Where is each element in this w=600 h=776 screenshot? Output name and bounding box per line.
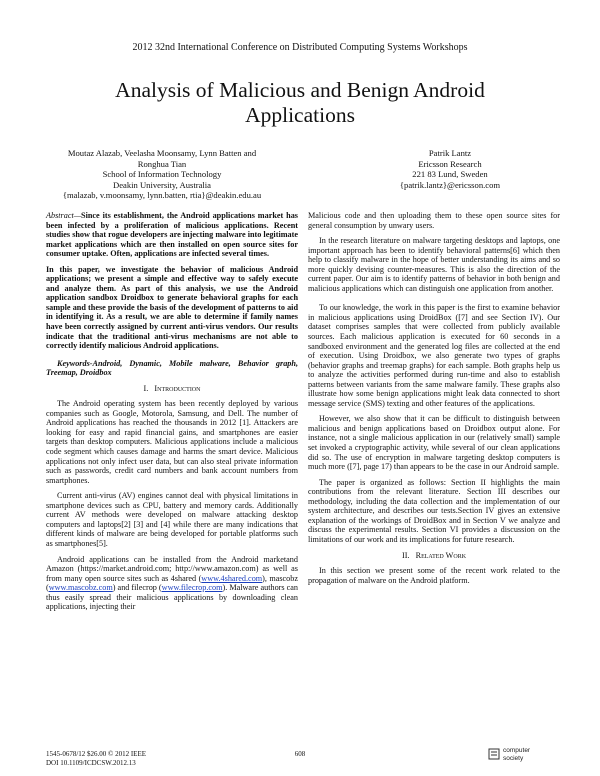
author-emails: {malazab, v.moonsamy, lynn.batten, rtia}@deakin.edu.au — [62, 190, 262, 201]
right-paragraph-1: Malicious code and then uploading them to these open source sites for general consumption by unwary users. — [308, 211, 560, 230]
right-column — [308, 211, 560, 591]
intro-paragraph-1: The Android operating system has been recently deployed by various companies such as Google, Motorola, Samsung, and Dell. The number of Android applications has reached the thousands in 2012 [1]. Attackers are looking for easy and rapid financial gains, and smartphones are easier targets than desktop computers. Malicious applications include a malicious code segment which causes damage and harms the smart device. Malicious applications not only infect user data, but can also steal private information such as passwords, credit card numbers and bank account numbers from smartphones. — [46, 399, 298, 485]
right-paragraph-4: However, we also show that it can be difficult to distinguish between malicious and benign applications based on Droidbox output alone. For instance, not a single malicious application in our (relatively small) sample set invoked a cryptographic activity, while several of our clean applications did so. The use of encryption in malware targeting desktop computers is much more ([7], page 17) than appears to be the case in our Android sample. — [308, 414, 560, 472]
author-block-left — [32, 148, 292, 201]
logo-text-society: society — [503, 755, 524, 762]
link-mascobz[interactable]: www.mascobz.com — [48, 583, 113, 593]
title-line-2: Applications — [245, 103, 355, 127]
abstract-label: Abstract— — [46, 211, 82, 220]
section-heading-1 — [46, 384, 298, 394]
intro-paragraph-2: Current anti-virus (AV) engines cannot deal with physical limitations in smartphone devices such as CPU, battery and memory cards. Additionally current AV methods were developed on malware attacking desktop computers and laptops[2] [3] and [4] while there are many indications that different kinds of malware are being developed for portable platforms such as smartphones[5]. — [46, 491, 298, 548]
author-school: School of Information Technology — [102, 169, 222, 180]
abstract-text: Since its establishment, the Android applications market has been infected by a proliferation of malicious applications. Recent studies show that rogue developers are injecting malware into legitimate market applications which are then installed on open source sites for consumer uptake. Often, applications are infected several times. — [46, 211, 298, 259]
right-paragraph-5: The paper is organized as follows: Section II highlights the main contributions from the relevant literature. Section III describes our methodology, including the data collection and the implementation of our system architecture, and describes our tests.Section IV gives an extensive explanation of the workings of DroidBox and in Section V we analyze and discuss the experimental results. Section VI provides a discussion on the limitations of our work and its implications for future research. — [308, 477, 560, 544]
footer-doi: DOI 10.1109/ICDCSW.2012.13 — [46, 758, 136, 767]
section-1-number: I. — [143, 383, 149, 393]
abstract — [46, 211, 298, 259]
author-block-right — [330, 148, 570, 190]
computer-society-logo — [488, 746, 538, 766]
author-names-cont: Ronghua Tian — [137, 158, 187, 169]
author-university: Deakin University, Australia — [112, 179, 211, 190]
section-1-title: Introduction — [154, 383, 201, 393]
left-column — [46, 211, 298, 618]
link-filecrop[interactable]: www.filecrop.com — [161, 583, 223, 593]
title-line-1: Analysis of Malicious and Benign Android — [115, 78, 485, 102]
abstract-continued — [46, 265, 298, 351]
author-org-right: Ericsson Research — [418, 158, 482, 169]
intro-p3-part-b: ), mascobz ( — [46, 573, 298, 593]
intro-paragraph-3 — [46, 555, 298, 612]
author-names: Moutaz Alazab, Veelasha Moonsamy, Lynn Batten and — [67, 148, 257, 158]
intro-p3-part-a: Android applications can be installed from the Android marketand Amazon (https://market.android.com; http://www.amazon.com) as well as from many open source sites such as 4shared ( — [46, 554, 298, 583]
author-email-right: {patrik.lantz}@ericsson.com — [399, 179, 501, 190]
related-work-paragraph-1: In this section we present some of the recent work related to the propagation of malware on the Android platform. — [308, 566, 560, 585]
section-heading-2 — [308, 551, 560, 561]
author-name-right: Patrik Lantz — [428, 148, 472, 158]
link-4shared[interactable]: www.4shared.com — [201, 573, 263, 583]
logo-text-computer: computer — [503, 747, 531, 754]
intro-p3-part-c: ) and filecrop ( — [112, 583, 162, 593]
footer-issn: 1545-0678/12 $26.00 © 2012 IEEE — [46, 750, 147, 758]
right-paragraph-3: To our knowledge, the work in this paper is the first to examine behavior in malicious applications using DroidBox ([7] and see Section IV). Our dataset comprises samples that were collected from publicly available sources. Each malicious application is executed for 60 seconds in a sandboxed environment and the generated log files are collected at the end of execution. Using Droidbox, we also generate two types of graphs (behavior graphs and treemap graphs) for each sample. Both graphs help us to analyze the activities performed during run-time and also to establish patterns between variants from the same malware family. These graphs also illustrate how some benign applications might leak data connected to short message service (SMS) texting and other features of the applications. — [308, 303, 560, 408]
conference-header: 2012 32nd International Conference on Distributed Computing Systems Workshops — [132, 42, 468, 53]
author-address-right: 221 83 Lund, Sweden — [412, 169, 488, 180]
right-paragraph-2: In the research literature on malware targeting desktops and laptops, one important approach has been to identify behavioral patterns[6] which then help to classify malware in the hope of better understanding its aims and so more quickly devising counter-measures. This is also the direction of the current paper. Our aim is to identify patterns of behavior in both benign and malicious applications which can distinguish one application from another. — [308, 236, 560, 293]
computer-society-logo-icon — [488, 748, 500, 760]
intro-p3-part-d: ). Malware authors can thus easily spread their malicious applications by downloading clean applications, injecting their — [46, 583, 298, 612]
page-number: 608 — [294, 750, 306, 758]
keywords: Keywords-Android, Dynamic, Mobile malware, Behavior graph, Treemap, Droidbox — [46, 358, 298, 378]
section-2-title: Related Work — [415, 550, 467, 560]
abstract-text-2: In this paper, we investigate the behavior of malicious Android applications; we present a simple and effective way to safely execute and analyze them. As part of this analysis, we use the Android application sandbox Droidbox to generate behavioral graphs for each sample and these provide the basis of the development of patterns to aid in identifying it. As a result, we are able to determine if family names have been correctly assigned by current anti-virus vendors. Our results indicate that the traditional anti-virus mechanisms are not able to correctly identify malicious Android applications. — [46, 264, 298, 351]
section-2-number: II. — [401, 550, 410, 560]
paper-title — [60, 78, 540, 128]
